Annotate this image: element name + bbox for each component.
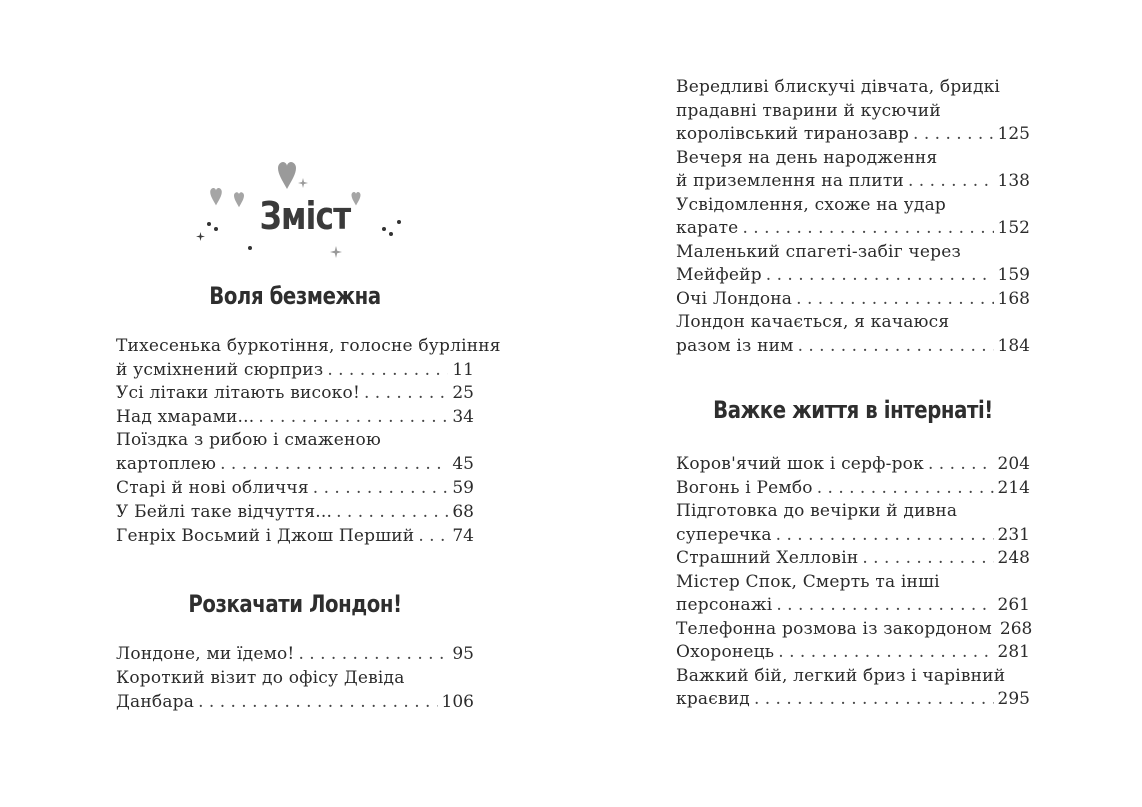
leader-dots [766, 264, 994, 287]
entry-title: Вередливі блискучі дівчата, бридкі [676, 77, 1001, 97]
page-number: 138 [997, 171, 1030, 191]
leader-dots [798, 335, 994, 358]
entry-title: Коров'ячий шок і серф-рок [676, 454, 924, 474]
entry-title: й приземлення на плити [676, 171, 904, 191]
toc-entry[interactable] [676, 123, 1030, 146]
toc-entry[interactable] [676, 665, 1030, 688]
toc-entry[interactable] [116, 643, 474, 666]
toc-entry[interactable] [116, 382, 474, 405]
toc-entry[interactable] [676, 688, 1030, 711]
page-number: 231 [997, 524, 1030, 545]
leader-dots [364, 382, 448, 405]
page-number: 184 [997, 335, 1030, 356]
page-number: 25 [452, 383, 474, 403]
entry-title: Поїздка з рибою і смаженою [116, 430, 381, 450]
leader-dots [258, 406, 448, 429]
entry-title: Усі літаки літають високо! [116, 383, 360, 403]
toc-title: Зміст [259, 194, 351, 238]
toc-entry[interactable] [676, 500, 1030, 523]
entry-title: картоплею [116, 454, 217, 474]
toc-entry[interactable] [116, 359, 474, 382]
page-number: 74 [452, 526, 474, 546]
page-number: 125 [997, 124, 1030, 144]
toc-entry[interactable] [676, 147, 1030, 170]
toc-entry[interactable] [676, 217, 1030, 240]
toc-entry[interactable] [116, 429, 474, 452]
page-number: 68 [452, 502, 474, 522]
entry-title: Короткий візит до офісу Девіда [116, 668, 405, 688]
page-number: 204 [997, 454, 1030, 474]
entry-title: Важкий бій, легкий бриз і чарівний [676, 665, 1006, 686]
page-number: 214 [997, 477, 1030, 498]
toc-entry[interactable] [676, 641, 1030, 664]
toc-entry[interactable] [116, 525, 474, 548]
toc-entry[interactable] [676, 335, 1030, 358]
entry-title: Над хмарами... [116, 406, 255, 427]
toc-entry[interactable] [676, 524, 1030, 547]
entry-title: Вогонь і Рембо [676, 477, 813, 498]
entry-title: разом із ним [676, 335, 794, 356]
page-number: 261 [997, 595, 1030, 615]
leader-dots [327, 359, 448, 382]
leader-dots [776, 594, 993, 617]
page-number: 168 [997, 288, 1030, 309]
toc-title-block [190, 150, 420, 270]
toc-entry[interactable] [676, 453, 1030, 476]
entry-title: Тихесенька буркотіння, голосне бурління [116, 336, 501, 356]
toc-entry[interactable] [116, 335, 501, 358]
leader-dots [862, 547, 993, 570]
entry-title: прадавні тварини й кусючий [676, 100, 941, 121]
entry-title: персонажі [676, 595, 773, 615]
entry-title: Страшний Хелловін [676, 548, 859, 568]
leader-dots [313, 477, 449, 500]
star-icon [330, 246, 342, 258]
entry-title: краєвид [676, 689, 750, 709]
toc-entry[interactable] [676, 618, 1033, 641]
toc-entry[interactable] [116, 691, 474, 714]
entry-title: Лондоне, ми їдемо! [116, 644, 295, 664]
toc-entry[interactable] [676, 194, 1030, 217]
entry-title: У Бейлі таке відчуття... [116, 502, 333, 522]
entry-title: Телефонна розмова із закордоном [676, 618, 992, 639]
entry-title: й усміхнений сюрприз [116, 359, 324, 380]
toc-entry[interactable] [116, 501, 474, 524]
entry-title: Маленький спагеті-забіг через [676, 241, 961, 262]
dot-decoration [248, 246, 252, 250]
entry-title: Охоронець [676, 642, 775, 662]
entry-title: Містер Спок, Смерть та інші [676, 571, 940, 592]
toc-entry[interactable] [116, 477, 474, 500]
toc-entry[interactable] [676, 571, 1030, 594]
page-number: 152 [997, 218, 1030, 238]
toc-entry[interactable] [676, 547, 1030, 570]
leader-dots [817, 477, 994, 500]
page-number: 34 [452, 406, 474, 427]
leader-dots [220, 453, 448, 476]
toc-entry[interactable] [676, 76, 1030, 99]
toc-entry[interactable] [676, 170, 1030, 193]
page-number: 268 [999, 618, 1033, 639]
leader-dots [796, 288, 993, 311]
star-icon [196, 232, 205, 241]
leader-dots [198, 691, 437, 714]
right-page [571, 0, 1142, 807]
leader-dots [928, 453, 994, 476]
page-number: 106 [441, 692, 474, 712]
entry-title: Генріх Восьмий і Джош Перший [116, 526, 415, 546]
toc-entry[interactable] [676, 264, 1030, 287]
heart-icon [278, 162, 296, 190]
entry-title: Підготовка до вечірки й дивна [676, 501, 958, 521]
toc-entry[interactable] [116, 667, 474, 690]
toc-entry[interactable] [676, 477, 1030, 500]
page-number: 11 [452, 359, 474, 380]
entry-title: Старі й нові обличчя [116, 478, 309, 498]
entry-title: Очі Лондона [676, 288, 793, 309]
leader-dots [908, 170, 994, 193]
entry-title: Вечеря на день народження [676, 147, 938, 168]
section-heading: Воля безмежна [209, 282, 381, 310]
page-number: 159 [997, 265, 1030, 285]
toc-entry[interactable] [116, 406, 474, 429]
page-number: 59 [452, 478, 474, 498]
entry-title: Усвідомлення, схоже на удар [676, 194, 946, 215]
leader-dots [776, 524, 994, 547]
toc-entry[interactable] [676, 241, 1030, 264]
leader-dots [778, 641, 993, 664]
leader-dots [742, 217, 993, 240]
toc-entry[interactable] [116, 453, 474, 476]
section-heading: Важке життя в інтернаті! [713, 396, 993, 424]
entry-title: королівський тиранозавр [676, 124, 910, 144]
toc-entry[interactable] [676, 288, 1030, 311]
entry-title: Мейфейр [676, 265, 762, 285]
leader-dots [754, 688, 994, 711]
leader-dots [336, 501, 448, 524]
page-number: 45 [452, 454, 474, 474]
star-icon [298, 178, 308, 188]
entry-title: суперечка [676, 524, 772, 545]
leader-dots [298, 643, 448, 666]
page-number: 295 [997, 689, 1030, 709]
leader-dots [418, 525, 448, 548]
entry-title: Лондон качається, я качаюся [676, 312, 950, 332]
page-number: 281 [997, 642, 1030, 662]
leader-dots [913, 123, 994, 146]
page-number: 95 [452, 644, 474, 664]
toc-entry[interactable] [676, 311, 1030, 334]
entry-title: Данбара [116, 692, 195, 712]
entry-title: карате [676, 218, 739, 238]
section-heading: Розкачати Лондон! [188, 590, 402, 618]
toc-entry[interactable] [676, 100, 1030, 123]
toc-entry[interactable] [676, 594, 1030, 617]
page-number: 248 [997, 548, 1030, 568]
